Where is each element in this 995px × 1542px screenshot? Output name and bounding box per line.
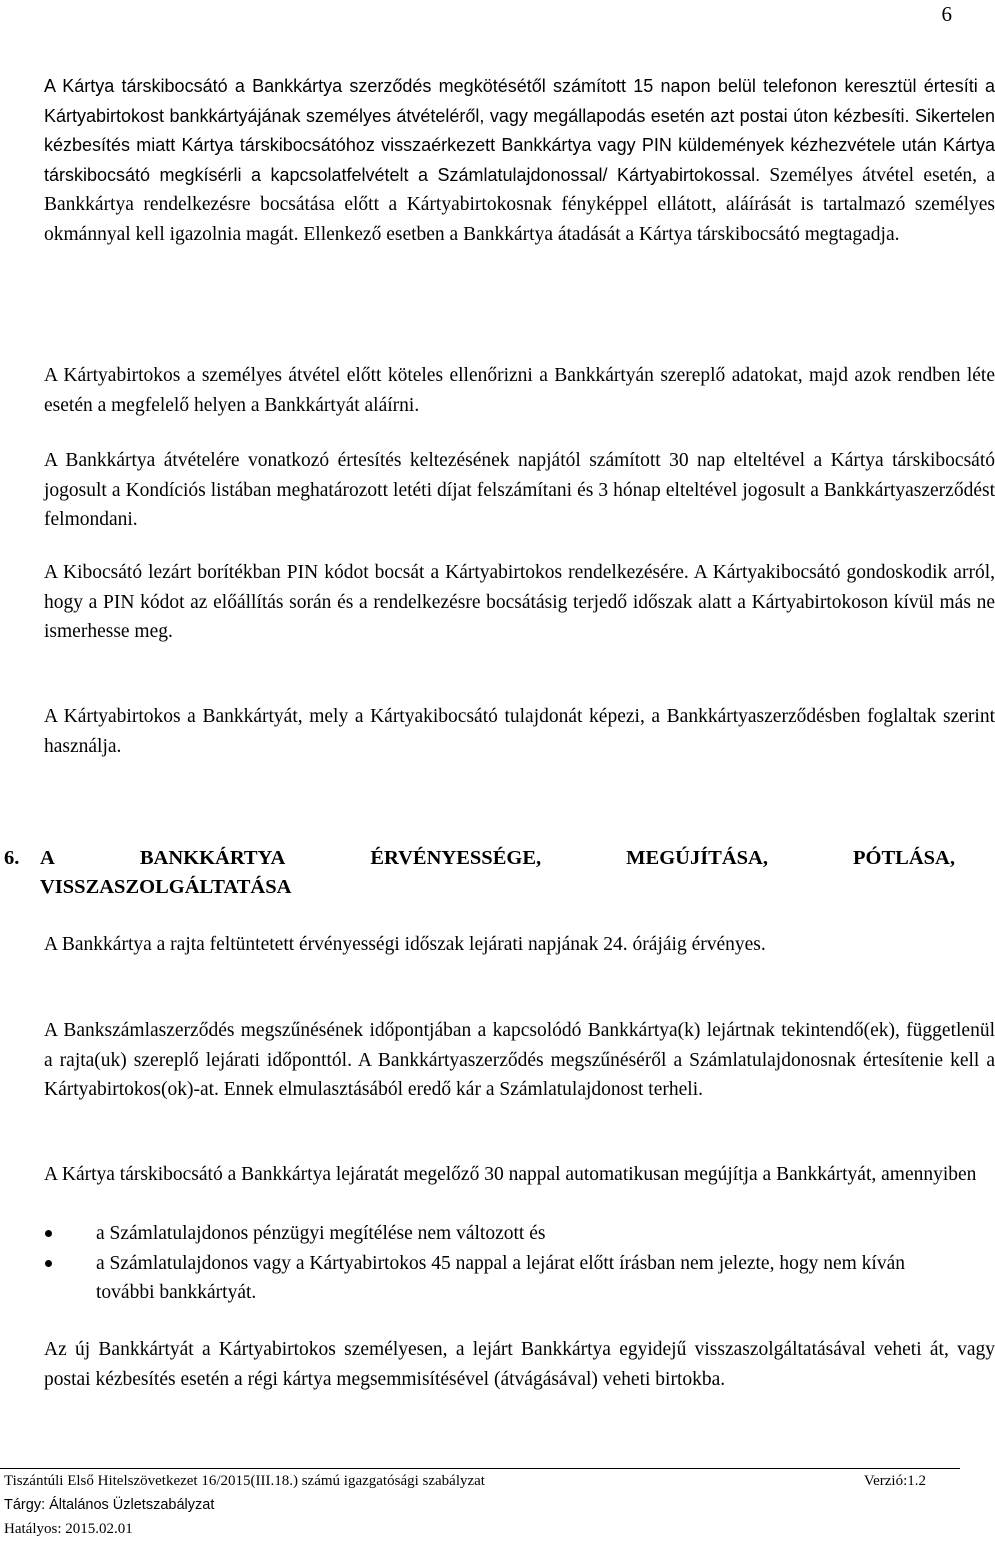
section-number xyxy=(4,930,44,960)
page-number: 6 xyxy=(941,2,952,26)
section-text: A Kártya társkibocsátó a Bankkártya lejáratát megelőző 30 nappal automatikusan megújítja a Bankkártyát, amennyiben xyxy=(44,1164,977,1185)
footer-version: Verzió:1.2 xyxy=(863,1473,926,1489)
footer-effective-date: Hatályos: 2015.02.01 xyxy=(4,1521,133,1537)
footer-row xyxy=(0,1517,960,1541)
section-number xyxy=(4,72,44,102)
heading-number: 6. xyxy=(4,847,20,869)
heading-word: BANKKÁRTYA xyxy=(139,847,286,869)
section-text: A Kártyabirtokos a személyes átvétel előtt köteles ellenőrizni a Bankkártyán szereplő adatokat, majd azok rendben léte esetén a megfelelő helyen a Bankkártyát aláírni. xyxy=(44,365,995,416)
section-text-sans: A Kártya társkibocsátó a Bankkártya szerződés megkötésétől számított 15 napon belül telefonon keresztül értesíti a Kártyabirtokost bankkártyájának személyes átvételéről, vagy megállapodás esetén azt postai úton kézbesíti. Sikertelen kézbesítés miatt Kártya társkibocsátóhoz visszaérkezett Bankkártya vagy PIN küldemények kézhezvétele után Kártya társkibocsátó megkísérli a kapcsolatfelvételt a Számlatulajdonossal/ Kártyabirtokossal. xyxy=(44,76,995,185)
section-text: A Bankkártya átvételére vonatkozó értesítés keltezésének napjától számított 30 nap elteltével a Kártya társkibocsátó jogosult a Kondíciós listában meghatározott letéti díjat felszámítani és 3 hónap elteltével jogosult a Bankkártyaszerződést felmondani. xyxy=(44,450,995,530)
section-5-1 xyxy=(4,72,995,249)
section-text: A Kibocsátó lezárt borítékban PIN kódot bocsát a Kártyabirtokos rendelkezésére. A Kártyakibocsátó gondoskodik arról, hogy a PIN kódot az előállítás során és a rendelkezésre bocsátásig terjedő időszak alatt a Kártyabirtokoson kívül más ne ismerhesse meg. xyxy=(44,562,995,642)
heading-section-6 xyxy=(4,844,955,902)
list-item xyxy=(44,1219,954,1249)
section-6-1 xyxy=(4,930,995,960)
section-number xyxy=(4,1335,44,1365)
heading-word: A xyxy=(40,847,55,869)
section-number xyxy=(4,702,44,732)
list-item-text: a Számlatulajdonos pénzügyi megítélése nem változott és xyxy=(96,1223,546,1244)
section-text: Az új Bankkártyát a Kártyabirtokos személyesen, a lejárt Bankkártya egyidejű visszaszolgáltatásával veheti át, vagy postai kézbesítés esetén a régi kártya megsemmisítésével (átvágásával) veheti birtokba. xyxy=(44,1339,995,1390)
section-6-3 xyxy=(4,1160,995,1190)
section-number xyxy=(4,1160,44,1190)
heading-word: ÉRVÉNYESSÉGE, xyxy=(370,847,542,869)
footer-regulation: Tiszántúli Első Hitelszövetkezet 16/2015(III.18.) számú igazgatósági szabályzat xyxy=(4,1473,485,1489)
section-6-4 xyxy=(4,1335,995,1394)
section-number xyxy=(4,446,44,476)
section-5-4 xyxy=(4,558,995,647)
footer-row xyxy=(0,1469,960,1493)
section-text: A Bankszámlaszerződés megszűnésének időpontjában a kapcsolódó Bankkártya(k) lejártnak tekintendő(ek), függetlenül a rajta(uk) szereplő lejárati időponttól. A Bankkártyaszerződés megszűnéséről a Számlatulajdonosnak értesítenie kell a Kártyabirtokos(ok)-at. Ennek elmulasztásából eredő kár a Számlatulajdonost terheli. xyxy=(44,1020,995,1100)
section-text: A Kártyabirtokos a Bankkártyát, mely a Kártyakibocsátó tulajdonát képezi, a Bankkártyaszerződésben foglaltak szerint használja. xyxy=(44,706,995,757)
bullet-list xyxy=(44,1219,954,1308)
heading-word: MEGÚJÍTÁSA, xyxy=(626,847,768,869)
section-number xyxy=(4,361,44,391)
section-5-3 xyxy=(4,446,995,535)
heading-word: PÓTLÁSA, xyxy=(853,847,955,869)
section-text: Személyes átvétel esetén, a Bankkártya rendelkezésre bocsátása előtt a Kártyabirtokosnak fényképpel ellátott, aláírását is tartalmazó személyes okmánnyal kell igazolnia magát. Ellenkező esetben a Bankkártya átadását a Kártya társkibocsátó megtagadja. xyxy=(44,164,995,245)
section-number xyxy=(4,1016,44,1046)
footer-row xyxy=(0,1493,960,1517)
section-5-2 xyxy=(4,361,995,420)
footer-subject: Tárgy: Általános Üzletszabályzat xyxy=(4,1497,215,1513)
page-footer xyxy=(0,1468,960,1541)
section-6-2 xyxy=(4,1016,995,1105)
section-5-5 xyxy=(4,702,995,761)
list-item xyxy=(44,1249,954,1308)
section-text: A Bankkártya a rajta feltüntetett érvényességi időszak lejárati napjának 24. órájáig érvényes. xyxy=(44,934,766,955)
section-number xyxy=(4,558,44,588)
list-item-text: a Számlatulajdonos vagy a Kártyabirtokos 45 nappal a lejárat előtt írásban nem jelezte, hogy nem kíván további bankkártyát. xyxy=(96,1252,905,1303)
heading-line-2: VISSZASZOLGÁLTATÁSA xyxy=(40,876,292,898)
